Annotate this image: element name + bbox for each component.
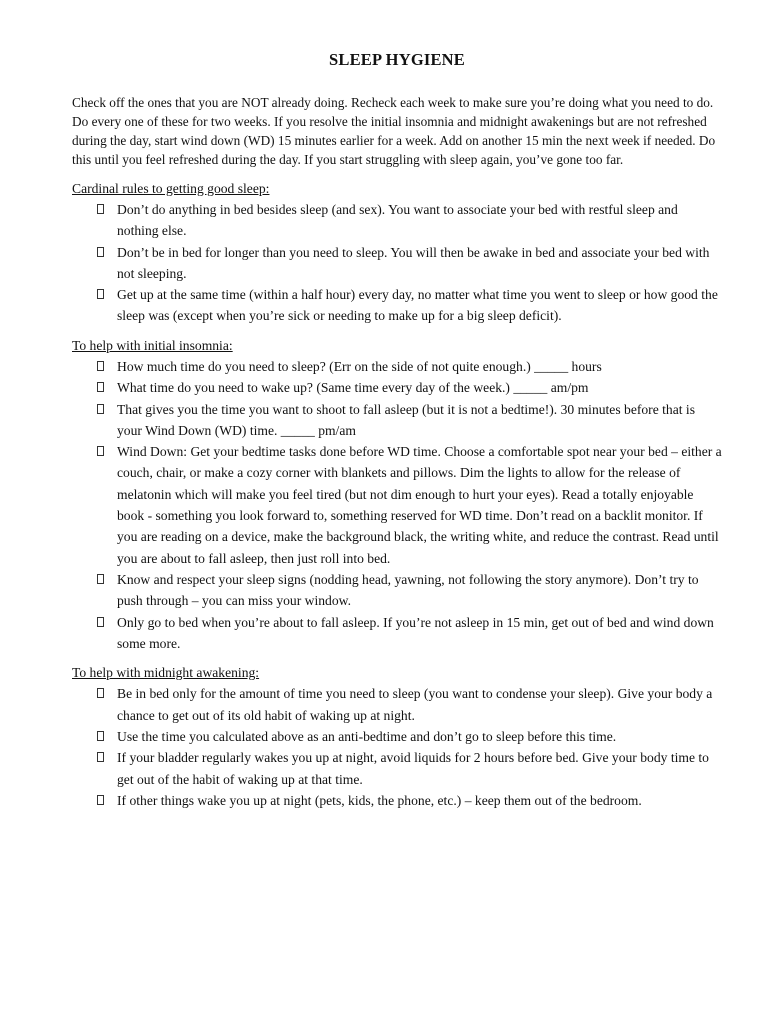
checklist [72,356,722,654]
checklist-item-text: Get up at the same time (within a half hour) every day, no matter what time you went to sleep or how good the sleep was (except when you’re sick or needing to make up for a big sleep deficit). [117,287,718,324]
checkbox-icon[interactable] [97,382,104,392]
checkbox-icon[interactable] [97,361,104,371]
checklist-item-text: Only go to bed when you’re about to fall asleep. If you’re not asleep in 15 min, get out of bed and wind down some more. [117,614,714,651]
section-heading: To help with initial insomnia: [72,337,233,353]
checklist-item [72,399,722,442]
checklist-item [72,356,722,377]
checklist-item [72,747,722,790]
checklist [72,683,722,811]
checklist-item [72,612,722,655]
checklist-item [72,790,722,811]
checklist-item-text: If your bladder regularly wakes you up at night, avoid liquids for 2 hours before bed. Give your body time to get out of the habit of waking up at that time. [117,750,709,787]
checklist-item [72,726,722,747]
document-title: SLEEP HYGIENE [328,50,466,69]
section-cardinal-rules [72,178,722,327]
checkbox-icon[interactable] [97,446,104,456]
checkbox-icon[interactable] [97,204,104,214]
checklist-item [72,199,722,242]
checkbox-icon[interactable] [97,731,104,741]
checklist-item [72,569,722,612]
checklist-item [72,242,722,285]
document-page [72,48,722,819]
checklist-item [72,284,722,327]
checklist-item-text: How much time do you need to sleep? (Err on the side of not quite enough.) _____ hours [117,359,602,374]
checkbox-icon[interactable] [97,247,104,257]
section-initial-insomnia [72,335,722,654]
checklist-item [72,441,722,569]
intro-paragraph: Check off the ones that you are NOT already doing. Recheck each week to make sure you’re doing what you need to do. Do every one of these for two weeks. If you resolve the initial insomnia and midnight awakenings but are not refreshed during the day, start wind down (WD) 15 minutes earlier for a week. Add on another 15 min the next week if needed. Do this until you feel refreshed during the day. If you start struggling with sleep again, you’ve gone too far. [72,95,716,167]
checkbox-icon[interactable] [97,289,104,299]
checkbox-icon[interactable] [97,574,104,584]
checkbox-icon[interactable] [97,688,104,698]
checklist-item [72,683,722,726]
checklist-item-text: Use the time you calculated above as an anti-bedtime and don’t go to sleep before this time. [117,729,617,745]
checklist-item-text: If other things wake you up at night (pets, kids, the phone, etc.) – keep them out of the bedroom. [117,792,642,808]
checklist-item-text: Don’t do anything in bed besides sleep (and sex). You want to associate your bed with restful sleep and nothing else. [117,201,678,239]
checklist [72,199,722,327]
checklist-item-text: Wind Down: Get your bedtime tasks done before WD time. Choose a comfortable spot near your bed – either a couch, chair, or make a cozy corner with blankets and pillows. Dim the lights to allow for the release of melatonin which will make you feel tired (but not dim enough to hurt your eyes). Read a totally enjoyable book - something you look forward to, something reserved for WD time. Don’t read on a backlit monitor. If you are reading on a device, make the background black, the writing white, and reduce the contrast. Read until you are about to fall asleep, then just roll into bed. [117,444,722,566]
section-midnight-awakening [72,662,722,811]
checklist-item-text: That gives you the time you want to shoot to fall asleep (but it is not a bedtime!). 30 minutes before that is your Wind Down (WD) time. _____ pm/am [117,401,695,438]
checklist-item-text: Be in bed only for the amount of time you need to sleep (you want to condense your sleep). Give your body a chance to get out of its old habit of waking up at night. [117,686,713,723]
checklist-item-text: Don’t be in bed for longer than you need to sleep. You will then be awake in bed and associate your bed with not sleeping. [117,244,710,281]
checkbox-icon[interactable] [97,752,104,762]
checkbox-icon[interactable] [97,404,104,414]
checklist-item [72,377,722,398]
section-heading: To help with midnight awakening: [72,665,260,681]
section-heading: Cardinal rules to getting good sleep: [72,180,270,196]
checklist-item-text: What time do you need to wake up? (Same time every day of the week.) _____ am/pm [117,380,589,396]
checkbox-icon[interactable] [97,617,104,627]
checkbox-icon[interactable] [97,795,104,805]
checklist-item-text: Know and respect your sleep signs (nodding head, yawning, not following the story anymore). Don’t try to push through – you can miss your window. [117,571,699,609]
